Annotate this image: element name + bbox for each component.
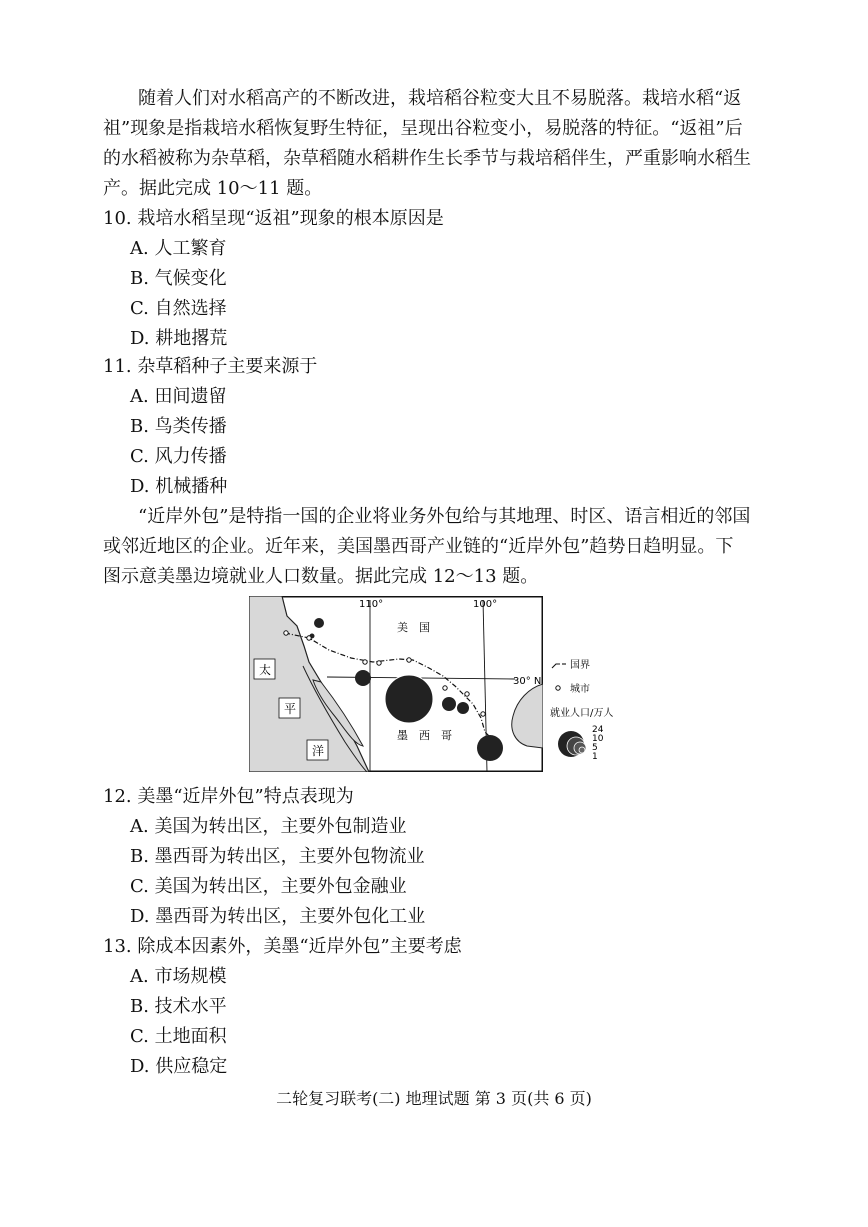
ocean-label-3: 洋 — [312, 744, 325, 758]
question-12-stem: 12. 美墨“近岸外包”特点表现为 — [103, 786, 354, 807]
lon-110-label: 110° — [359, 599, 384, 610]
question-11-option-d: D. 机械播种 — [130, 476, 228, 497]
mexico-label: 墨 西 哥 — [397, 729, 452, 742]
lon-100-label: 100° — [473, 599, 498, 610]
border-legend-symbol — [552, 664, 560, 668]
question-13-option-a: A. 市场规模 — [130, 966, 227, 987]
question-13-option-d: D. 供应稳定 — [130, 1056, 228, 1077]
page-footer: 二轮复习联考(二) 地理试题 第 3 页(共 6 页) — [276, 1089, 592, 1108]
map-legend — [548, 656, 628, 766]
legend-scale-1: 1 — [592, 752, 598, 762]
employment-circle — [355, 670, 371, 686]
city-marker — [307, 636, 311, 640]
ocean-label-2: 平 — [284, 702, 297, 716]
question-11-option-b: B. 鸟类传播 — [130, 416, 227, 437]
question-13-stem: 13. 除成本因素外，美墨“近岸外包”主要考虑 — [103, 936, 462, 957]
question-10-option-a: A. 人工繁育 — [130, 238, 227, 259]
question-10-option-b: B. 气候变化 — [130, 268, 227, 289]
passage1-line-4: 产。据此完成 10～11 题。 — [103, 178, 323, 199]
employment-circle — [442, 697, 456, 711]
legend-scale-5: 5 — [592, 743, 598, 753]
question-12-option-c: C. 美国为转出区，主要外包金融业 — [130, 876, 407, 897]
lat-30-label: 30° N — [513, 676, 542, 687]
legend-scale-24: 24 — [592, 725, 604, 735]
us-mexico-border-map — [249, 596, 543, 772]
city-marker — [407, 658, 411, 662]
city-marker — [465, 692, 469, 696]
usa-label: 美 国 — [397, 621, 430, 634]
question-13-option-b: B. 技术水平 — [130, 996, 227, 1017]
city-marker — [377, 661, 381, 665]
question-12-option-b: B. 墨西哥为转出区，主要外包物流业 — [130, 846, 425, 867]
passage2-line-1: “近岸外包”是特指一国的企业将业务外包给与其地理、时区、语言相近的邻国 — [138, 506, 751, 527]
employment-circle — [314, 618, 324, 628]
employment-circle — [477, 735, 503, 761]
question-10-option-c: C. 自然选择 — [130, 298, 227, 319]
city-marker — [284, 631, 288, 635]
legend-scale-10: 10 — [592, 734, 604, 744]
employment-circle — [385, 675, 433, 723]
question-12-option-d: D. 墨西哥为转出区，主要外包化工业 — [130, 906, 426, 927]
passage2-line-3: 图示意美墨边境就业人口数量。据此完成 12～13 题。 — [103, 566, 539, 587]
passage1-line-2: 祖”现象是指栽培水稻恢复野生特征，呈现出谷粒变小，易脱落的特征。“返祖”后 — [103, 118, 743, 139]
question-10-option-d: D. 耕地撂荒 — [130, 328, 228, 349]
city-marker — [363, 660, 367, 664]
question-10-stem: 10. 栽培水稻呈现“返祖”现象的根本原因是 — [103, 208, 444, 229]
ocean-label-1: 太 — [259, 663, 272, 677]
question-11-option-a: A. 田间遗留 — [130, 386, 227, 407]
legend-circle-1 — [579, 747, 585, 753]
city-legend-symbol — [556, 686, 560, 690]
question-11-stem: 11. 杂草稻种子主要来源于 — [103, 356, 318, 377]
passage2-line-2: 或邻近地区的企业。近年来，美国墨西哥产业链的“近岸外包”趋势日趋明显。下 — [103, 536, 734, 557]
city-marker — [443, 686, 447, 690]
passage1-line-3: 的水稻被称为杂草稻，杂草稻随水稻耕作生长季节与栽培稻伴生，严重影响水稻生 — [103, 148, 751, 169]
question-13-option-c: C. 土地面积 — [130, 1026, 227, 1047]
employment-circle — [457, 702, 469, 714]
legend-border-label: 国界 — [570, 660, 590, 671]
question-11-option-c: C. 风力传播 — [130, 446, 227, 467]
legend-employment-title: 就业人口/万人 — [550, 708, 614, 719]
city-marker — [481, 712, 485, 716]
passage1-line-1: 随着人们对水稻高产的不断改进，栽培稻谷粒变大且不易脱落。栽培水稻“返 — [138, 88, 742, 109]
legend-city-label: 城市 — [570, 684, 590, 695]
question-12-option-a: A. 美国为转出区，主要外包制造业 — [130, 816, 407, 837]
